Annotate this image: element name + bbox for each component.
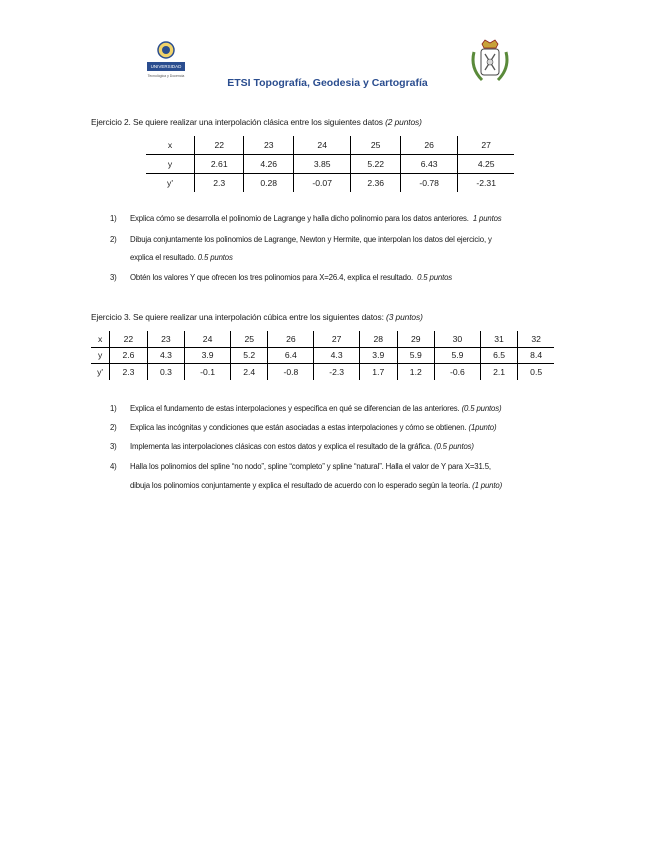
table-cell: y	[91, 347, 110, 364]
item-points: 0.5 puntos	[197, 253, 233, 262]
table-cell: 3.85	[293, 155, 350, 174]
table-cell: -0.6	[435, 364, 481, 380]
item-number: 3)	[110, 273, 117, 282]
table-row	[91, 331, 554, 347]
table-cell: 0.28	[244, 174, 293, 193]
table-cell: 4.3	[314, 347, 360, 364]
table-cell: 0.5	[530, 366, 543, 377]
exercise-3-title	[91, 312, 423, 322]
item-number: 1)	[110, 404, 117, 413]
table-cell: 2.61	[195, 155, 244, 174]
logo-left-subtext: Tecnológica y Docencia	[147, 74, 185, 78]
table-cell: -0.78	[400, 174, 457, 193]
item-number: 3)	[110, 442, 117, 451]
table-cell: y	[146, 155, 195, 174]
table-cell: 4.25	[458, 155, 514, 174]
table-row	[91, 364, 554, 380]
table-cell: 26	[400, 136, 457, 155]
item-points: (0.5 puntos)	[461, 404, 502, 413]
university-logo	[143, 40, 189, 82]
table-cell: 28	[360, 331, 398, 347]
logo-left-text: UNIVERSIDAD	[150, 64, 182, 69]
exercise-2-table	[146, 136, 514, 192]
table-cell: 22	[195, 136, 244, 155]
table-cell: 5.9	[435, 347, 481, 364]
table-cell: 2.1	[480, 364, 518, 380]
table-cell: x	[146, 136, 195, 155]
table-cell: 1.7	[360, 364, 398, 380]
item-number: 2)	[110, 423, 117, 432]
table-cell: 24	[185, 331, 231, 347]
table-cell: 23	[147, 331, 185, 347]
table-cell: 29	[397, 331, 435, 347]
item-text: Implementa las interpolaciones clásicas con estos datos y explica el resultado de la gráfica.	[130, 442, 432, 451]
table-cell: 5.9	[397, 347, 435, 364]
table-cell: 2.36	[351, 174, 400, 193]
table-cell: 26	[268, 331, 314, 347]
table-cell: 25	[230, 331, 268, 347]
exercise-2-points: (2 puntos)	[385, 117, 422, 127]
table-row	[91, 347, 554, 364]
item-number: 1)	[110, 214, 117, 223]
table-cell: 6.5	[480, 347, 518, 364]
table-cell: 2.3	[110, 364, 148, 380]
table-cell: y'	[146, 174, 195, 193]
table-cell: x	[91, 331, 110, 347]
table-row	[146, 155, 514, 174]
table-cell: 5.22	[351, 155, 400, 174]
table-cell: 2.4	[230, 364, 268, 380]
item-text: dibuja los polinomios conjuntamente y explica el resultado de acuerdo con lo esperado según la teoría.	[130, 481, 471, 490]
table-cell: 2.6	[110, 347, 148, 364]
table-cell: -0.07	[293, 174, 350, 193]
item-points: (1punto)	[468, 423, 497, 432]
table-cell: 23	[244, 136, 293, 155]
item-points: (0.5 puntos)	[434, 442, 474, 451]
table-cell: 3.9	[360, 347, 398, 364]
table-row	[146, 174, 514, 193]
item-text: Explica cómo se desarrolla el polinomio de Lagrange y halla dicho polinomio para los datos anteriores.	[130, 214, 469, 223]
table-cell: 30	[435, 331, 481, 347]
table-cell: -2.31	[476, 178, 496, 188]
table-row	[146, 136, 514, 155]
table-cell: 0.3	[147, 364, 185, 380]
item-points: (1 punto)	[472, 481, 503, 490]
item-number: 4)	[110, 462, 117, 471]
table-cell: 4.3	[147, 347, 185, 364]
table-cell: 22	[110, 331, 148, 347]
item-text: Explica el fundamento de estas interpolaciones y especifica en qué se diferencian de las anteriores.	[130, 404, 460, 413]
item-points: 1 puntos	[472, 214, 502, 223]
item-text: Dibuja conjuntamente los polinomios de Lagrange, Newton y Hermite, que interpolan los datos del ejercicio, y	[130, 235, 492, 244]
table-cell: y'	[91, 364, 110, 380]
table-cell: 8.4	[518, 347, 554, 364]
table-cell: 5.2	[230, 347, 268, 364]
item-points: 0.5 puntos	[417, 273, 453, 282]
exercise-2-title-text: Ejercicio 2. Se quiere realizar una interpolación clásica entre los siguientes datos	[91, 117, 383, 127]
item-text: Halla los polinomios del spline “no nodo”, spline “completo” y spline “natural”. Halla el valor de Y para X=31.5,	[130, 462, 491, 471]
table-cell: 24	[293, 136, 350, 155]
item-text: explica el resultado.	[130, 253, 196, 262]
table-cell: 6.43	[400, 155, 457, 174]
item-number: 2)	[110, 235, 117, 244]
table-cell: 31	[480, 331, 518, 347]
table-cell: -2.3	[314, 364, 360, 380]
item-text: Explica las incógnitas y condiciones que están asociadas a estas interpolaciones y cómo se obtienen.	[130, 423, 467, 432]
item-text: Obtén los valores Y que ofrecen los tres polinomios para X=26.4, explica el resultado.	[130, 273, 414, 282]
table-cell: 25	[351, 136, 400, 155]
exercise-3-title-text: Ejercicio 3. Se quiere realizar una interpolación cúbica entre los siguientes datos:	[91, 312, 384, 322]
exercise-3-points: (3 puntos)	[386, 312, 423, 322]
exercise-3-table	[91, 331, 554, 380]
table-cell: 27	[458, 136, 514, 155]
table-cell: 1.2	[397, 364, 435, 380]
table-cell: -0.1	[185, 364, 231, 380]
school-title: ETSI Topografía, Geodesia y Cartografía	[227, 77, 428, 89]
table-cell: 3.9	[185, 347, 231, 364]
table-cell: 2.3	[195, 174, 244, 193]
table-cell: 27	[314, 331, 360, 347]
table-cell: 6.4	[268, 347, 314, 364]
table-cell: -0.8	[268, 364, 314, 380]
exercise-2-title	[91, 117, 422, 127]
table-cell: 4.26	[244, 155, 293, 174]
table-cell: 32	[518, 331, 554, 347]
